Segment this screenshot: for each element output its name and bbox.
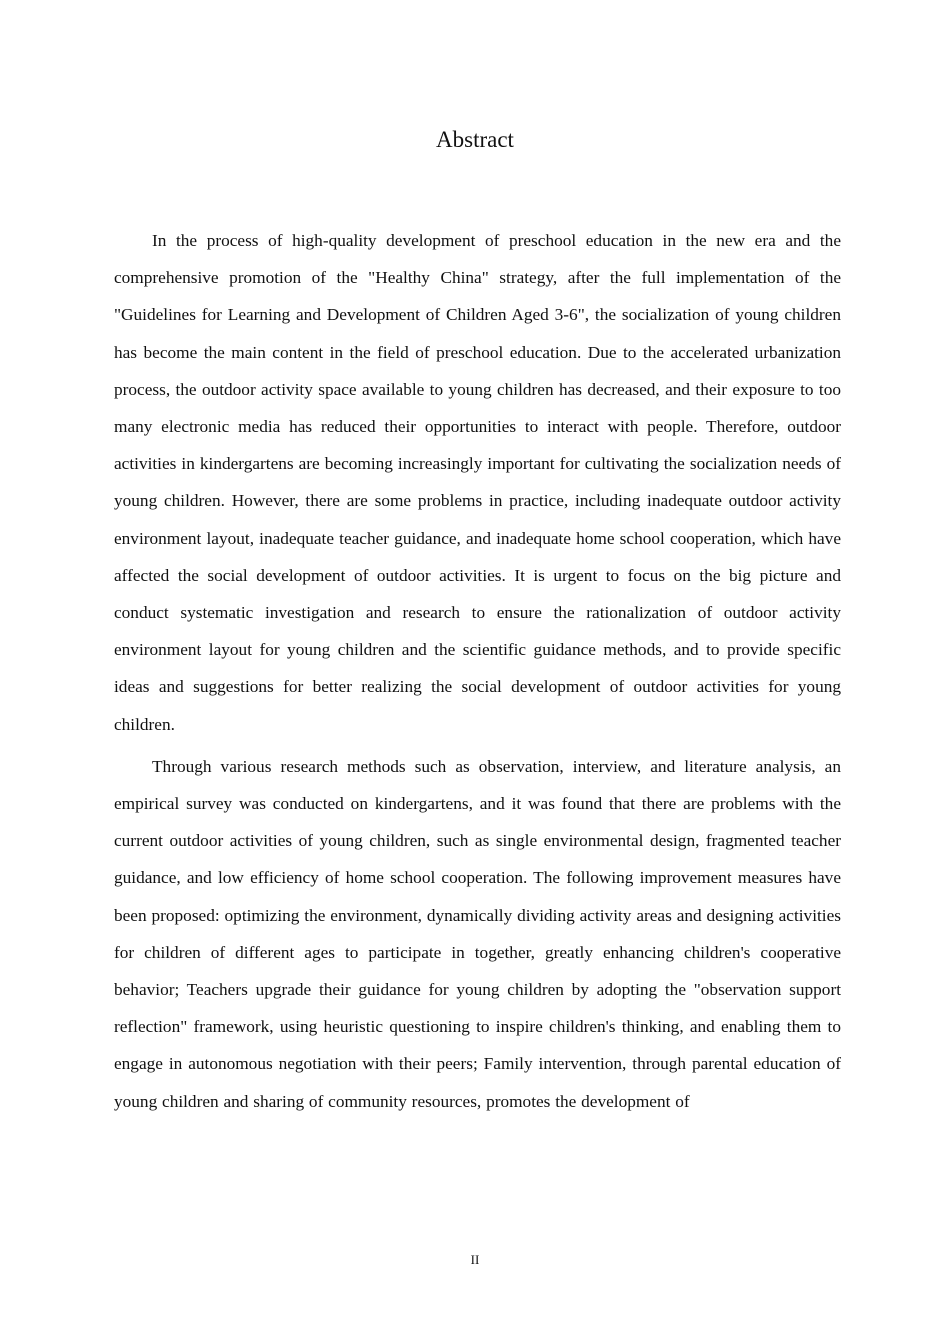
abstract-paragraph-1: In the process of high-quality development of preschool education in the new era and the comprehensive promotion of the "Healthy China" strategy, after the full implementation of the "Guidelines for Learning and Development of Children Aged 3-6", the socialization of young children has become the main content in the field of preschool education. Due to the accelerated urbanization process, the outdoor activity space available to young children has decreased, and their exposure to too many electronic media has reduced their opportunities to interact with people. Therefore, outdoor activities in kindergartens are becoming increasingly important for cultivating the socialization needs of young children. However, there are some problems in practice, including inadequate outdoor activity environment layout, inadequate teacher guidance, and inadequate home school cooperation, which have affected the social development of outdoor activities. It is urgent to focus on the big picture and conduct systematic investigation and research to ensure the rationalization of outdoor activity environment layout for young children and the scientific guidance methods, and to provide specific ideas and suggestions for better realizing the social development of outdoor activities for young children.: [114, 231, 841, 734]
page-number: II: [470, 1252, 480, 1267]
abstract-paragraph-2: Through various research methods such as observation, interview, and literature analysis, an empirical survey was conducted on kindergartens, and it was found that there are problems with the current outdoor activities of young children, such as single environmental design, fragmented teacher guidance, and low efficiency of home school cooperation. The following improvement measures have been proposed: optimizing the environment, dynamically dividing activity areas and designing activities for children of different ages to participate in together, greatly enhancing children's cooperative behavior; Teachers upgrade their guidance for young children by adopting the "observation support reflection" framework, using heuristic questioning to inspire children's thinking, and enabling them to engage in autonomous negotiation with their peers; Family intervention, through parental education of young children and sharing of community resources, promotes the development of: [114, 756, 841, 1111]
page-title: Abstract: [436, 127, 514, 152]
abstract-body: [114, 222, 841, 1125]
